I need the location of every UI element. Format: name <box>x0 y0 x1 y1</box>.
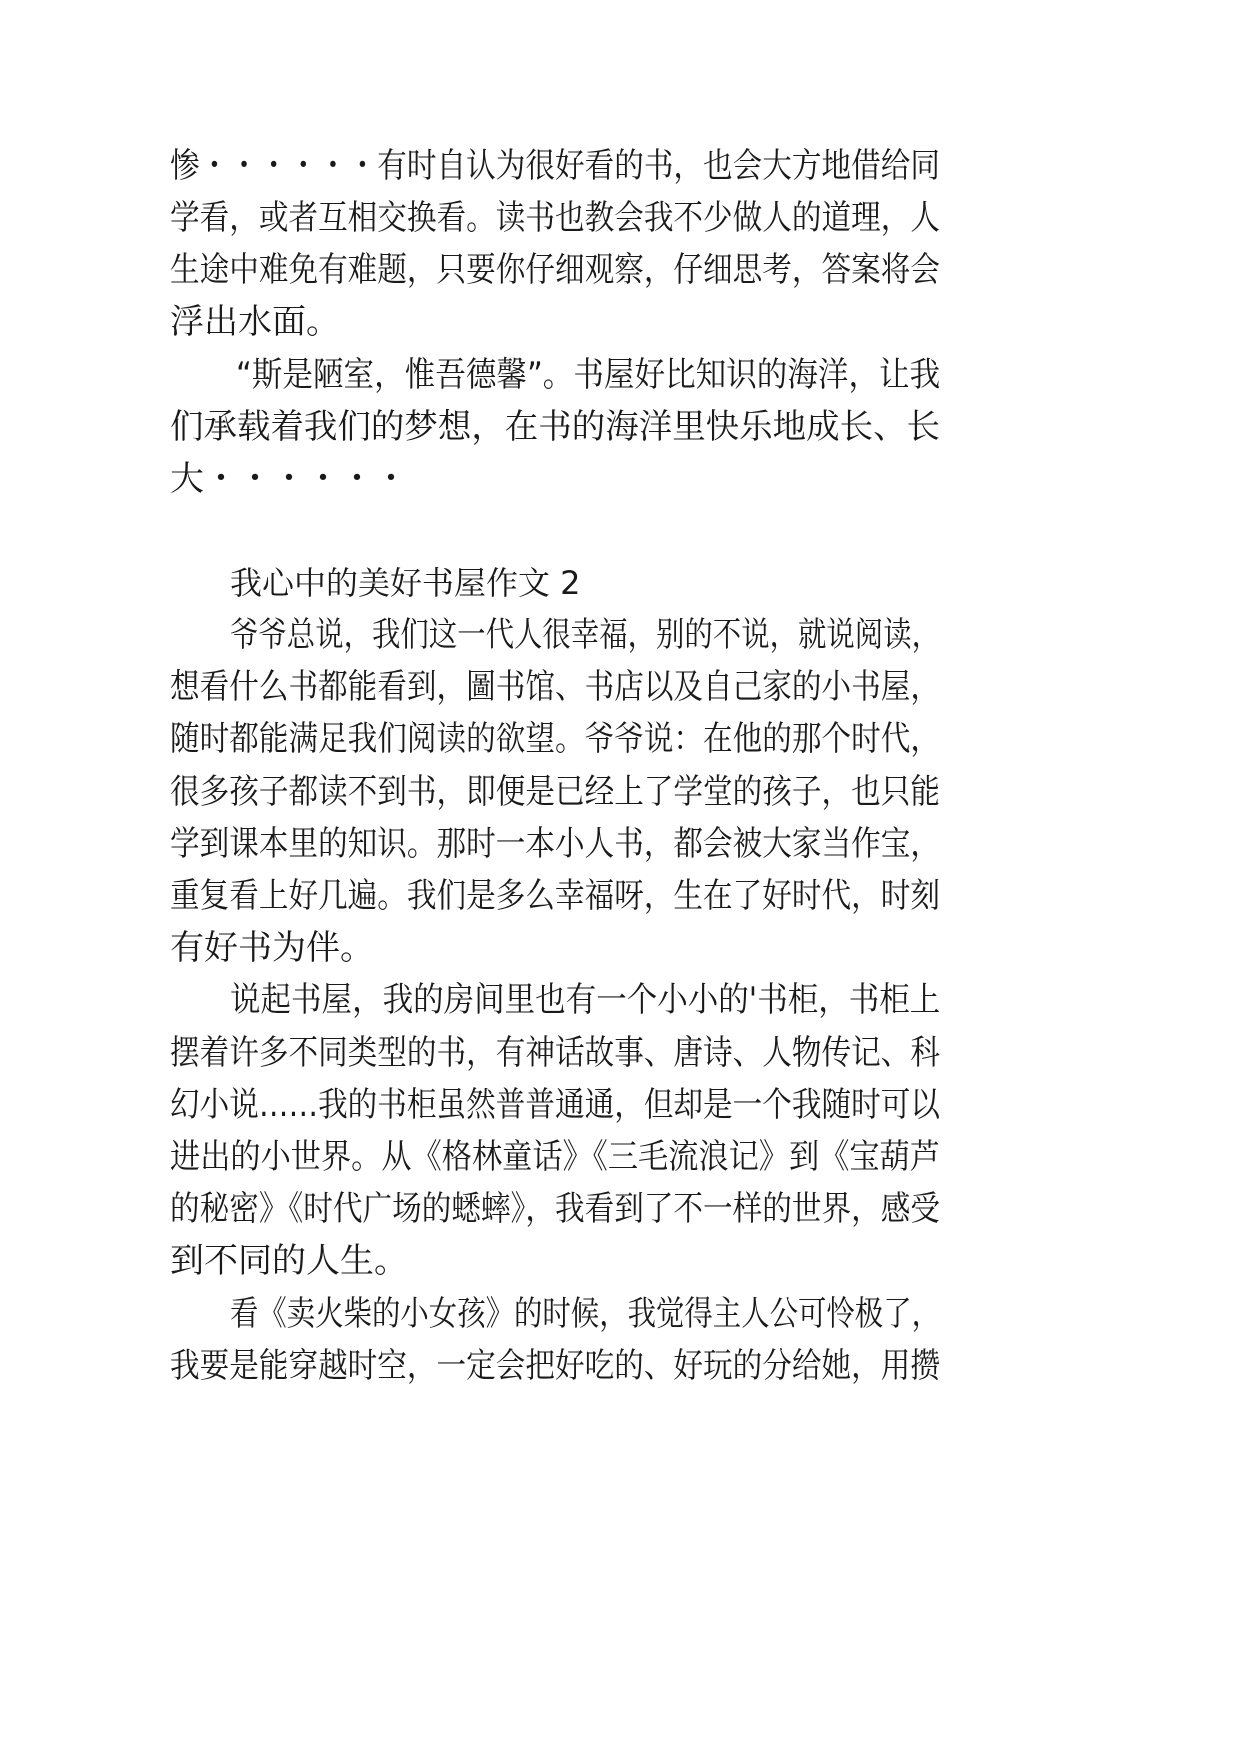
paragraph-2-line-2: 们承载着我们的梦想，在书的海洋里快乐地成长、长 <box>170 407 941 447</box>
paragraph-4-line-4: 进出的小世界。从《格林童话》《三毛流浪记》到《宝葫芦 <box>170 1137 940 1177</box>
paragraph-3-line-1: 爷爷总说，我们这一代人很幸福，别的不说，就说阅读， <box>230 615 941 655</box>
paragraph-1-line-4: 浮出水面。 <box>170 302 340 342</box>
paragraph-3-line-3: 随时都能满足我们阅读的欲望。爷爷说：在他的那个时代， <box>170 719 940 759</box>
paragraph-4-line-5: 的秘密》《时代广场的蟋蟀》，我看到了不一样的世界，感受 <box>170 1189 940 1229</box>
paragraph-4-line-1: 说起书屋，我的房间里也有一个小小的'书柜，书柜上 <box>230 980 941 1020</box>
paragraph-3-line-5: 学到课本里的知识。那时一本小人书，都会被大家当作宝， <box>170 824 940 864</box>
paragraph-2-line-3: 大・・・・・・ <box>170 459 408 499</box>
paragraph-5-line-1: 看《卖火柴的小女孩》的时候，我觉得主人公可怜极了， <box>230 1294 941 1334</box>
paragraph-4-line-3: 幻小说……我的书柜虽然普普通通，但却是一个我随时可以 <box>170 1085 940 1125</box>
paragraph-3-line-7: 有好书为伴。 <box>170 928 374 968</box>
paragraph-5-line-2: 我要是能穿越时空，一定会把好吃的、好玩的分给她，用攒 <box>170 1346 940 1386</box>
paragraph-3-line-4: 很多孩子都读不到书，即便是已经上了学堂的孩子，也只能 <box>170 772 940 812</box>
paragraph-1-line-2: 学看，或者互相交换看。读书也教会我不少做人的道理，人 <box>170 198 940 238</box>
paragraph-4-line-2: 摆着许多不同类型的书，有神话故事、唐诗、人物传记、科 <box>170 1033 940 1073</box>
paragraph-3-line-2: 想看什么书都能看到，圖书馆、书店以及自己家的小书屋， <box>170 667 940 707</box>
paragraph-2-line-1: “斯是陋室，惟吾德馨”。书屋好比知识的海洋，让我 <box>236 355 941 395</box>
paragraph-1-line-1: 惨・・・・・・有时自认为很好看的书，也会大方地借给同 <box>170 146 940 186</box>
paragraph-4-line-6: 到不同的人生。 <box>170 1241 408 1281</box>
section-title: 我心中的美好书屋作文 2 <box>230 564 581 602</box>
paragraph-3-line-6: 重复看上好几遍。我们是多么幸福呀，生在了好时代，时刻 <box>170 876 940 916</box>
paragraph-1-line-3: 生途中难免有难题，只要你仔细观察，仔细思考，答案将会 <box>170 250 940 290</box>
